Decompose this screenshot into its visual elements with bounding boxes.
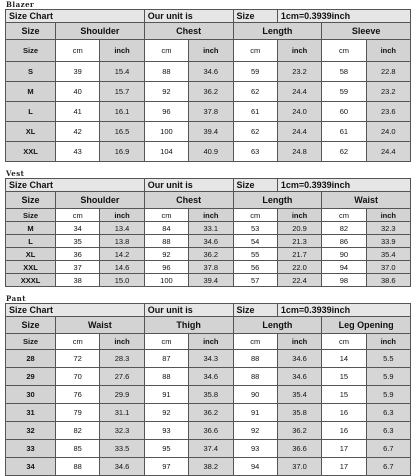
value-cell: 92 xyxy=(144,404,188,422)
value-cell: 37 xyxy=(56,261,100,274)
table-row xyxy=(6,142,411,162)
table-row xyxy=(6,82,411,102)
size-cell: 29 xyxy=(6,368,56,386)
conversion-label: 1cm=0.3939inch xyxy=(277,179,410,192)
value-cell: 32.3 xyxy=(100,422,144,440)
group-header: Length xyxy=(233,317,322,334)
group-header: Thigh xyxy=(144,317,233,334)
value-cell: 31.1 xyxy=(100,404,144,422)
table-row xyxy=(6,222,411,235)
size-cell: 31 xyxy=(6,404,56,422)
value-cell: 24.0 xyxy=(366,122,410,142)
value-cell: 15 xyxy=(322,368,366,386)
value-cell: 85 xyxy=(56,440,100,458)
value-cell: 32.3 xyxy=(366,222,410,235)
value-cell: 88 xyxy=(144,368,188,386)
value-cell: 34 xyxy=(56,222,100,235)
value-cell: 39.4 xyxy=(189,122,233,142)
value-cell: 59 xyxy=(233,62,277,82)
value-cell: 53 xyxy=(233,222,277,235)
value-cell: 37.8 xyxy=(189,261,233,274)
unit-inch: inch xyxy=(100,40,144,62)
unit-cm: cm xyxy=(233,209,277,222)
unit-inch: inch xyxy=(189,334,233,350)
size-cell: L xyxy=(6,102,56,122)
conversion-label: 1cm=0.3939inch xyxy=(277,10,410,23)
value-cell: 33.5 xyxy=(100,440,144,458)
value-cell: 5.9 xyxy=(366,368,410,386)
value-cell: 38.2 xyxy=(189,458,233,476)
group-header: Length xyxy=(233,23,322,40)
value-cell: 15.0 xyxy=(100,274,144,287)
value-cell: 98 xyxy=(322,274,366,287)
value-cell: 58 xyxy=(322,62,366,82)
value-cell: 91 xyxy=(233,404,277,422)
value-cell: 34.3 xyxy=(189,350,233,368)
value-cell: 38 xyxy=(56,274,100,287)
size-chart-label: Size Chart xyxy=(6,304,145,317)
value-cell: 57 xyxy=(233,274,277,287)
size-subheader: Size xyxy=(6,334,56,350)
value-cell: 6.7 xyxy=(366,458,410,476)
value-cell: 34.6 xyxy=(189,368,233,386)
table-row xyxy=(6,386,411,404)
unit-label: Our unit is xyxy=(144,179,233,192)
size-cell: XL xyxy=(6,122,56,142)
value-cell: 23.2 xyxy=(366,82,410,102)
value-cell: 88 xyxy=(233,368,277,386)
value-cell: 6.3 xyxy=(366,404,410,422)
table-row xyxy=(6,102,411,122)
size-cell: L xyxy=(6,235,56,248)
unit-cm: cm xyxy=(144,334,188,350)
value-cell: 60 xyxy=(322,102,366,122)
value-cell: 92 xyxy=(144,248,188,261)
value-cell: 6.3 xyxy=(366,422,410,440)
value-cell: 13.4 xyxy=(100,222,144,235)
value-cell: 22.0 xyxy=(277,261,321,274)
size-cell: 33 xyxy=(6,440,56,458)
value-cell: 35.8 xyxy=(189,386,233,404)
value-cell: 88 xyxy=(144,235,188,248)
value-cell: 91 xyxy=(144,386,188,404)
value-cell: 88 xyxy=(144,62,188,82)
value-cell: 28.3 xyxy=(100,350,144,368)
size-cell: M xyxy=(6,82,56,102)
value-cell: 94 xyxy=(322,261,366,274)
value-cell: 56 xyxy=(233,261,277,274)
value-cell: 35.4 xyxy=(366,248,410,261)
size-chart-label: Size Chart xyxy=(6,179,145,192)
value-cell: 15 xyxy=(322,386,366,404)
value-cell: 61 xyxy=(322,122,366,142)
unit-cm: cm xyxy=(322,209,366,222)
value-cell: 20.9 xyxy=(277,222,321,235)
value-cell: 5.9 xyxy=(366,386,410,404)
value-cell: 38.6 xyxy=(366,274,410,287)
group-header: Length xyxy=(233,192,322,209)
unit-inch: inch xyxy=(366,334,410,350)
value-cell: 34.6 xyxy=(189,62,233,82)
value-cell: 62 xyxy=(233,122,277,142)
value-cell: 40.9 xyxy=(189,142,233,162)
value-cell: 13.8 xyxy=(100,235,144,248)
table-row xyxy=(6,248,411,261)
unit-inch: inch xyxy=(189,209,233,222)
value-cell: 36.2 xyxy=(189,82,233,102)
value-cell: 84 xyxy=(144,222,188,235)
value-cell: 82 xyxy=(56,422,100,440)
value-cell: 82 xyxy=(322,222,366,235)
size-cell: XXL xyxy=(6,261,56,274)
size-header: Size xyxy=(6,192,56,209)
table-row xyxy=(6,368,411,386)
value-cell: 93 xyxy=(144,422,188,440)
value-cell: 90 xyxy=(233,386,277,404)
value-cell: 33.9 xyxy=(366,235,410,248)
value-cell: 21.3 xyxy=(277,235,321,248)
size-cell: XXL xyxy=(6,142,56,162)
value-cell: 37.0 xyxy=(277,458,321,476)
value-cell: 15.7 xyxy=(100,82,144,102)
value-cell: 35 xyxy=(56,235,100,248)
value-cell: 61 xyxy=(233,102,277,122)
table-row xyxy=(6,274,411,287)
unit-inch: inch xyxy=(100,334,144,350)
size-label: Size xyxy=(233,179,277,192)
pant-size-table xyxy=(5,303,411,476)
value-cell: 90 xyxy=(322,248,366,261)
size-cell: M xyxy=(6,222,56,235)
unit-cm: cm xyxy=(56,209,100,222)
unit-inch: inch xyxy=(100,209,144,222)
table-row xyxy=(6,404,411,422)
value-cell: 88 xyxy=(56,458,100,476)
section-tag-blazer: Blazer xyxy=(6,0,35,9)
group-header: Chest xyxy=(144,192,233,209)
value-cell: 104 xyxy=(144,142,188,162)
value-cell: 24.0 xyxy=(277,102,321,122)
value-cell: 34.6 xyxy=(100,458,144,476)
value-cell: 16.1 xyxy=(100,102,144,122)
value-cell: 24.4 xyxy=(366,142,410,162)
unit-inch: inch xyxy=(189,40,233,62)
table-row xyxy=(6,122,411,142)
value-cell: 24.8 xyxy=(277,142,321,162)
size-cell: 32 xyxy=(6,422,56,440)
value-cell: 22.4 xyxy=(277,274,321,287)
value-cell: 86 xyxy=(322,235,366,248)
value-cell: 55 xyxy=(233,248,277,261)
size-cell: S xyxy=(6,62,56,82)
value-cell: 88 xyxy=(233,350,277,368)
value-cell: 21.7 xyxy=(277,248,321,261)
value-cell: 100 xyxy=(144,274,188,287)
size-label: Size xyxy=(233,304,277,317)
value-cell: 14.6 xyxy=(100,261,144,274)
size-cell: XXXL xyxy=(6,274,56,287)
size-cell: 30 xyxy=(6,386,56,404)
value-cell: 36.6 xyxy=(189,422,233,440)
size-label: Size xyxy=(233,10,277,23)
group-header: Shoulder xyxy=(56,192,145,209)
value-cell: 36 xyxy=(56,248,100,261)
size-cell: 34 xyxy=(6,458,56,476)
table-row xyxy=(6,422,411,440)
value-cell: 36.2 xyxy=(189,404,233,422)
unit-inch: inch xyxy=(277,40,321,62)
size-subheader: Size xyxy=(6,209,56,222)
table-row xyxy=(6,458,411,476)
value-cell: 16 xyxy=(322,422,366,440)
unit-cm: cm xyxy=(56,40,100,62)
value-cell: 27.6 xyxy=(100,368,144,386)
unit-label: Our unit is xyxy=(144,304,233,317)
value-cell: 33.1 xyxy=(189,222,233,235)
value-cell: 17 xyxy=(322,458,366,476)
unit-cm: cm xyxy=(144,40,188,62)
value-cell: 79 xyxy=(56,404,100,422)
value-cell: 36.2 xyxy=(277,422,321,440)
unit-cm: cm xyxy=(56,334,100,350)
value-cell: 24.4 xyxy=(277,122,321,142)
table-row xyxy=(6,62,411,82)
value-cell: 22.8 xyxy=(366,62,410,82)
value-cell: 39.4 xyxy=(189,274,233,287)
value-cell: 40 xyxy=(56,82,100,102)
value-cell: 37.0 xyxy=(366,261,410,274)
value-cell: 24.4 xyxy=(277,82,321,102)
table-row xyxy=(6,261,411,274)
value-cell: 36.6 xyxy=(277,440,321,458)
value-cell: 72 xyxy=(56,350,100,368)
value-cell: 36.2 xyxy=(189,248,233,261)
value-cell: 16.9 xyxy=(100,142,144,162)
value-cell: 39 xyxy=(56,62,100,82)
value-cell: 95 xyxy=(144,440,188,458)
group-header: Leg Opening xyxy=(322,317,411,334)
value-cell: 96 xyxy=(144,102,188,122)
group-header: Chest xyxy=(144,23,233,40)
value-cell: 54 xyxy=(233,235,277,248)
value-cell: 35.8 xyxy=(277,404,321,422)
table-row xyxy=(6,350,411,368)
size-chart-label: Size Chart xyxy=(6,10,145,23)
value-cell: 92 xyxy=(233,422,277,440)
value-cell: 16.5 xyxy=(100,122,144,142)
value-cell: 70 xyxy=(56,368,100,386)
value-cell: 87 xyxy=(144,350,188,368)
unit-cm: cm xyxy=(322,334,366,350)
value-cell: 63 xyxy=(233,142,277,162)
value-cell: 59 xyxy=(322,82,366,102)
size-subheader: Size xyxy=(6,40,56,62)
value-cell: 14.2 xyxy=(100,248,144,261)
value-cell: 97 xyxy=(144,458,188,476)
value-cell: 17 xyxy=(322,440,366,458)
size-header: Size xyxy=(6,23,56,40)
unit-label: Our unit is xyxy=(144,10,233,23)
conversion-label: 1cm=0.3939inch xyxy=(277,304,410,317)
size-cell: 28 xyxy=(6,350,56,368)
value-cell: 35.4 xyxy=(277,386,321,404)
value-cell: 42 xyxy=(56,122,100,142)
size-header: Size xyxy=(6,317,56,334)
value-cell: 37.4 xyxy=(189,440,233,458)
unit-inch: inch xyxy=(366,209,410,222)
value-cell: 76 xyxy=(56,386,100,404)
unit-inch: inch xyxy=(366,40,410,62)
value-cell: 23.6 xyxy=(366,102,410,122)
value-cell: 43 xyxy=(56,142,100,162)
value-cell: 34.6 xyxy=(277,368,321,386)
value-cell: 62 xyxy=(322,142,366,162)
value-cell: 94 xyxy=(233,458,277,476)
value-cell: 6.7 xyxy=(366,440,410,458)
value-cell: 92 xyxy=(144,82,188,102)
value-cell: 93 xyxy=(233,440,277,458)
value-cell: 96 xyxy=(144,261,188,274)
unit-cm: cm xyxy=(144,209,188,222)
section-tag-pant: Pant xyxy=(6,294,26,303)
value-cell: 16 xyxy=(322,404,366,422)
table-row xyxy=(6,235,411,248)
table-row xyxy=(6,440,411,458)
blazer-size-table xyxy=(5,9,411,162)
value-cell: 41 xyxy=(56,102,100,122)
value-cell: 100 xyxy=(144,122,188,142)
unit-inch: inch xyxy=(277,209,321,222)
value-cell: 5.5 xyxy=(366,350,410,368)
value-cell: 23.2 xyxy=(277,62,321,82)
value-cell: 15.4 xyxy=(100,62,144,82)
unit-cm: cm xyxy=(233,40,277,62)
value-cell: 37.8 xyxy=(189,102,233,122)
section-tag-vest: Vest xyxy=(6,169,25,178)
value-cell: 62 xyxy=(233,82,277,102)
value-cell: 34.6 xyxy=(277,350,321,368)
vest-size-table xyxy=(5,178,411,287)
value-cell: 34.6 xyxy=(189,235,233,248)
unit-cm: cm xyxy=(322,40,366,62)
unit-inch: inch xyxy=(277,334,321,350)
group-header: Waist xyxy=(322,192,411,209)
value-cell: 29.9 xyxy=(100,386,144,404)
group-header: Sleeve xyxy=(322,23,411,40)
value-cell: 14 xyxy=(322,350,366,368)
unit-cm: cm xyxy=(233,334,277,350)
size-cell: XL xyxy=(6,248,56,261)
group-header: Shoulder xyxy=(56,23,145,40)
group-header: Waist xyxy=(56,317,145,334)
